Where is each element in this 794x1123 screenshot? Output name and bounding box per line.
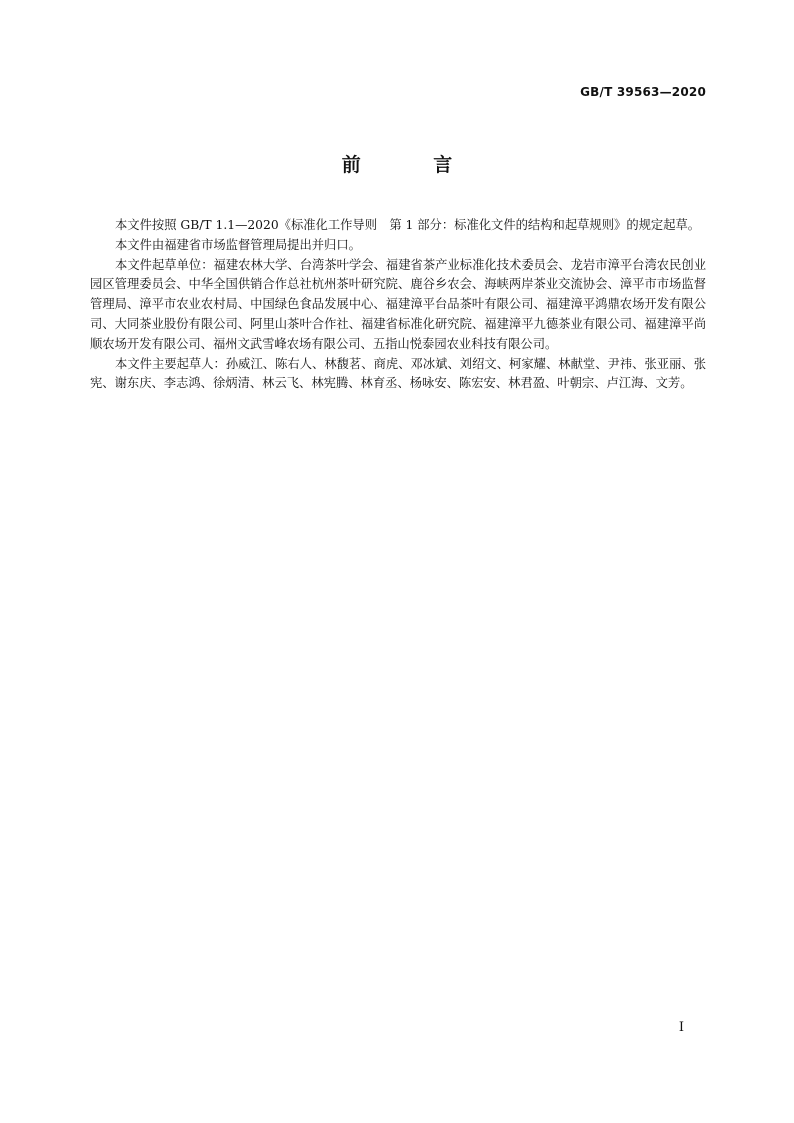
paragraph-drafting-units: 本文件起草单位：福建农林大学、台湾茶叶学会、福建省茶产业标准化技术委员会、龙岩市漳平台湾农民创业园区管理委员会、中华全国供销合作总社杭州茶叶研究院、鹿谷乡农会、海峡两岸茶业交流协会、漳平市市场监督管理局、漳平市农业农村局、中国绿色食品发展中心、福建漳平台品茶叶有限公司、福建漳平鸿鼎农场开发有限公司、大同茶业股份有限公司、阿里山茶叶合作社、福建省标准化研究院、福建漳平九德茶业有限公司、福建漳平尚顺农场开发有限公司、福州文武雪峰农场有限公司、五指山悦泰园农业科技有限公司。 (90, 257, 706, 351)
paragraph-drafters: 本文件主要起草人：孙威江、陈右人、林馥茗、商虎、邓冰斌、刘绍文、柯家耀、林献堂、尹祎、张亚丽、张宪、谢东庆、李志鸿、徐炳清、林云飞、林宪腾、林育丞、杨咏安、陈宏安、林君盈、叶朝宗、卢江海、文芳。 (90, 356, 706, 391)
foreword-body (90, 216, 706, 394)
paragraph-drafting-rules: 本文件按照 GB/T 1.1—2020《标准化工作导则 第 1 部分：标准化文件的结构和起草规则》的规定起草。 (115, 218, 701, 232)
paragraph-proposer: 本文件由福建省市场监督管理局提出并归口。 (115, 237, 361, 252)
page-number: I (678, 1020, 684, 1035)
page-title: 前 言 (341, 154, 486, 176)
standard-code: GB/T 39563—2020 (580, 85, 706, 99)
